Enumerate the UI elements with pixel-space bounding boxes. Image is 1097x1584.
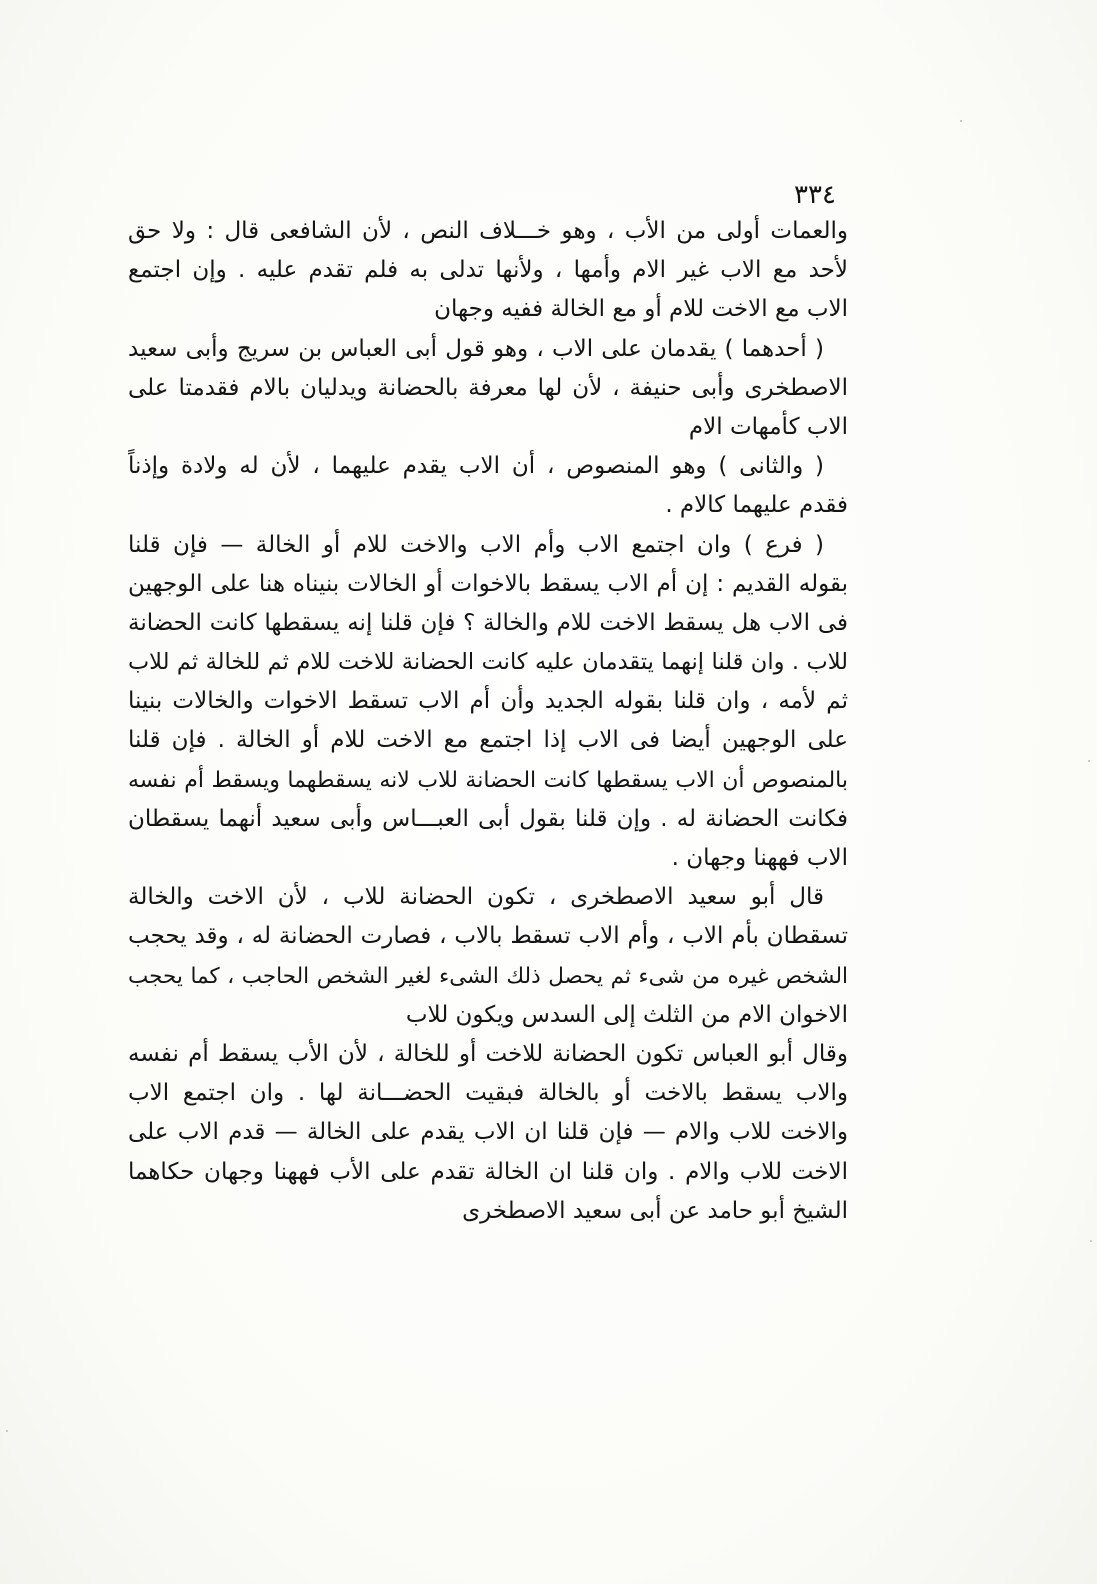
text-line: ثم لأمه ، وان قلنا بقوله الجديد وأن أم الاب تسقط الاخوات والخالات بنينا <box>128 688 848 715</box>
text-line: الاب مع الاخت للام أو مع الخالة ففيه وجهان <box>434 296 848 323</box>
text-line: الشخص غيره من شىء ثم يحصل ذلك الشىء لغير الشخص الحاجب ، كما يحجب <box>128 963 848 989</box>
text-line: الشيخ أبو حامد عن أبى سعيد الاصطخرى <box>462 1197 848 1224</box>
page-number: ٣٣٤ <box>794 180 836 210</box>
text-line: لأحد مع الاب غير الام وأمها ، ولأنها تدلى به فلم تقدم عليه . وإن اجتمع <box>128 257 848 284</box>
text-line: الاب فههنا وجهان . <box>671 845 848 871</box>
text-line: الاب كأمهات الام <box>688 413 848 440</box>
text-line: ( أحدهما ) يقدمان على الاب ، وهو قول أبى العباس بن سريج وأبى سعيد <box>128 335 824 362</box>
text-line: الاخوان الام من الثلث إلى السدس ويكون للاب <box>405 1001 848 1028</box>
text-line: فقدم عليهما كالام . <box>665 492 848 519</box>
text-line: والاخت للاب والام — فإن قلنا ان الاب يقدم على الخالة — قدم الاب على <box>128 1119 848 1146</box>
text-line: فكانت الحضانة له . وإن قلنا بقول أبى العبـــاس وأبى سعيد أنهما يسقطان <box>128 805 848 832</box>
text-line: على الوجهين أيضا فى الاب إذا اجتمع مع الاخت للام أو الخالة . فإن قلنا <box>128 727 848 754</box>
text-line: والعمات أولى من الأب ، وهو خـــلاف النص ، لأن الشافعى قال : ولا حق <box>128 218 848 244</box>
text-line: والاب يسقط بالاخت أو بالخالة فبقيت الحضـــانة لها . وان اجتمع الاب <box>128 1080 848 1107</box>
text-line: الاصطخرى وأبى حنيفة ، لأن لها معرفة بالحضانة ويدليان بالام فقدمتا على <box>128 374 848 401</box>
text-line: ( فرع ) وان اجتمع الاب وأم الاب والاخت للام أو الخالة — فإن قلنا <box>128 531 824 558</box>
text-line: الاخت للاب والام . وان قلنا ان الخالة تقدم على الأب فههنا وجهان حكاهما <box>128 1158 848 1185</box>
text-line: بالمنصوص أن الاب يسقطها كانت الحضانة للاب لانه يسقطهما ويسقط أم نفسه <box>128 767 848 793</box>
text-line: وقال أبو العباس تكون الحضانة للاخت أو للخالة ، لأن الأب يسقط أم نفسه <box>128 1040 848 1067</box>
text-line: قال أبو سعيد الاصطخرى ، تكون الحضانة للاب ، لأن الاخت والخالة <box>128 884 824 911</box>
text-line: فى الاب هل يسقط الاخت للام والخالة ؟ فإن قلنا إنه يسقطها كانت الحضانة <box>128 609 848 636</box>
text-line: بقوله القديم : إن أم الاب يسقط بالاخوات أو الخالات بنيناه هنا على الوجهين <box>128 570 848 597</box>
body-text <box>128 212 848 1231</box>
text-line: ( والثانى ) وهو المنصوص ، أن الاب يقدم عليهما ، لأن له ولادة وإذناً <box>128 453 824 480</box>
text-line: للاب . وان قلنا إنهما يتقدمان عليه كانت الحضانة للاخت للام ثم للخالة ثم للاب <box>128 649 848 676</box>
text-line: تسقطان بأم الاب ، وأم الاب تسقط بالاب ، فصارت الحضانة له ، وقد يحجب <box>128 923 848 950</box>
